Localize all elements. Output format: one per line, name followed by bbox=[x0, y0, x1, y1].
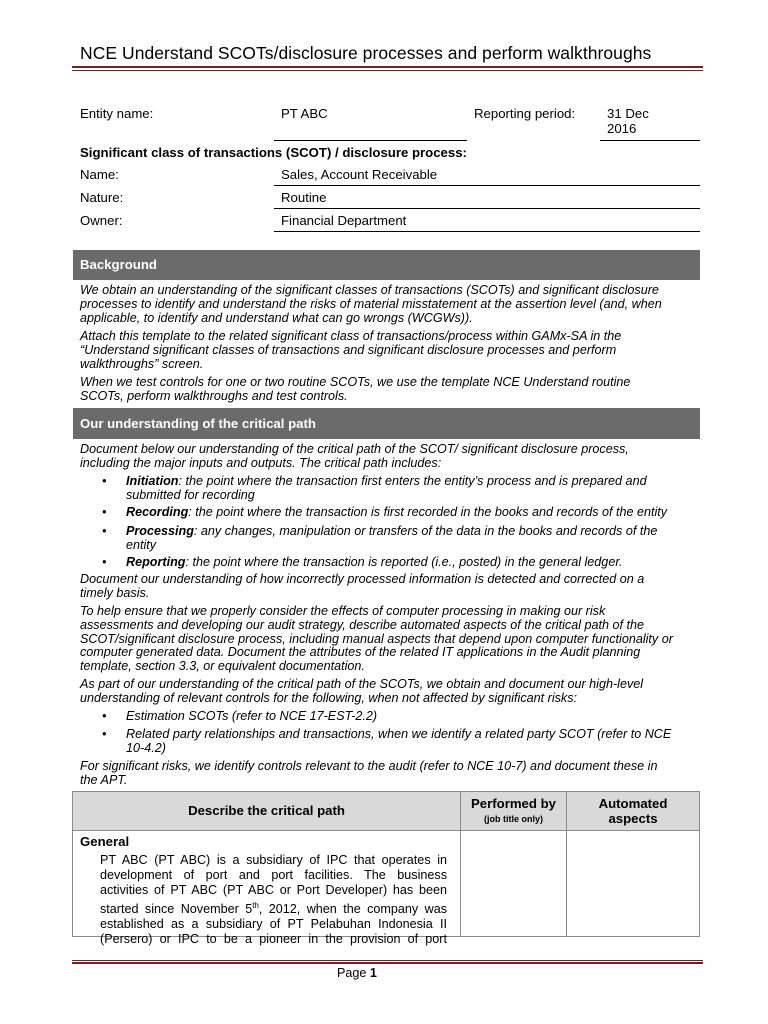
bullet-text: : the point where the transaction is first recorded in the books and records of the entity bbox=[188, 505, 668, 519]
bullet-icon: • bbox=[102, 474, 107, 488]
background-paragraph-1 bbox=[80, 284, 700, 325]
text-line: processes to identify and understand the risks of material misstatement at the assertion level (and, when bbox=[80, 296, 662, 311]
table-header-performed-by bbox=[460, 791, 567, 831]
text-line: To help ensure that we properly consider the effects of computer processing in making our risk bbox=[80, 604, 606, 618]
background-section-header bbox=[73, 250, 700, 280]
scot-owner-value: Financial Department bbox=[281, 213, 407, 228]
text-fragment: started since November 5 bbox=[100, 902, 253, 917]
scot-nature-label: Nature: bbox=[80, 190, 124, 205]
scot-name-label: Name: bbox=[80, 167, 119, 182]
text-line: (Persero) or IPC to be a pioneer in the provision of port bbox=[100, 932, 447, 947]
reporting-period-value-line2: 2016 bbox=[607, 121, 637, 136]
scot-heading: Significant class of transactions (SCOT) / disclosure process: bbox=[80, 145, 467, 160]
text-line: SCOT/significant disclosure process, including manual aspects that depend upon computer functionality or bbox=[80, 631, 673, 646]
bullet-text: Related party relationships and transactions, when we identify a related party SCOT (refer to NCE bbox=[126, 727, 672, 741]
text-line: template, section 3.3, or equivalent documentation. bbox=[80, 659, 365, 674]
bullet-text: Estimation SCOTs (refer to NCE 17-EST-2.2) bbox=[126, 709, 378, 723]
footer-rule-thick bbox=[72, 962, 703, 964]
bullet-text: 10-4.2) bbox=[126, 740, 166, 755]
bullet-icon: • bbox=[102, 524, 107, 538]
entity-name-label: Entity name: bbox=[80, 106, 154, 121]
page-title: NCE Understand SCOTs/disclosure processes and perform walkthroughs bbox=[80, 43, 652, 63]
page-number bbox=[337, 966, 377, 980]
text-line: PT ABC (PT ABC) is a subsidiary of IPC that operates in bbox=[100, 853, 447, 867]
text-line: Document below our understanding of the critical path of the SCOT/ significant disclosure process, bbox=[80, 442, 629, 456]
scot-nature-underline bbox=[274, 208, 700, 209]
superscript: th bbox=[252, 901, 259, 910]
critical-path-heading: Our understanding of the critical path bbox=[80, 416, 316, 431]
page-number-value: 1 bbox=[369, 966, 377, 980]
text-line: computer generated data. Document the attributes of the related IT applications in the Audit planning bbox=[80, 645, 641, 660]
text-line: As part of our understanding of the critical path of the SCOTs, we obtain and document our high-level bbox=[80, 677, 644, 691]
scot-owner-underline bbox=[274, 231, 700, 232]
general-description bbox=[100, 853, 447, 947]
text-line: timely basis. bbox=[80, 585, 150, 600]
text-line: SCOTs, perform walkthroughs and test controls. bbox=[80, 388, 348, 403]
bullet-term: Processing bbox=[126, 524, 194, 538]
critical-path-table bbox=[72, 791, 700, 947]
critical-paragraph-2 bbox=[80, 573, 700, 601]
header-rule-thick bbox=[72, 66, 703, 68]
scot-nature-value: Routine bbox=[281, 190, 327, 205]
bullet-text: : any changes, manipulation or transfers of the data in the books and records of the bbox=[193, 524, 658, 538]
text-fragment: , 2012, when the company was bbox=[258, 902, 447, 917]
text-line: Attach this template to the related significant class of transactions/process within GAMx-SA in the bbox=[80, 329, 622, 343]
scot-name-underline bbox=[274, 185, 700, 186]
text-line: the APT. bbox=[80, 772, 128, 787]
text-line: activities of PT ABC (PT ABC or Port Developer) has been bbox=[100, 883, 447, 897]
text-line: applicable, to identify and understand what can go wrongs (WCGWs)). bbox=[80, 310, 473, 325]
entity-name-underline bbox=[274, 140, 467, 141]
table-cell-performed-by[interactable] bbox=[460, 830, 567, 937]
critical-paragraph-3 bbox=[80, 605, 700, 674]
bullet-text: : the point where the transaction is reported (i.e., posted) in the general ledger. bbox=[185, 555, 623, 569]
table-header-describe bbox=[72, 791, 461, 831]
critical-path-section-header bbox=[73, 408, 700, 439]
text-line bbox=[100, 898, 447, 917]
table-cell-description[interactable] bbox=[72, 830, 461, 947]
text-line: Document our understanding of how incorrectly processed information is detected and corrected on a bbox=[80, 572, 645, 586]
reporting-period-label: Reporting period: bbox=[474, 106, 576, 121]
bullet-text: submitted for recording bbox=[126, 487, 255, 502]
background-heading: Background bbox=[80, 257, 157, 272]
text-line: assessments and developing our audit strategy, describe automated aspects of the critical path of the bbox=[80, 617, 645, 632]
footer-rule-thin bbox=[72, 960, 703, 961]
text-line: When we test controls for one or two routine SCOTs, we use the template NCE Understand routine bbox=[80, 375, 631, 389]
critical-intro bbox=[80, 443, 700, 471]
bullet-text: entity bbox=[126, 537, 157, 552]
column-header-label: Describe the critical path bbox=[188, 803, 345, 818]
page-label-text: Page bbox=[337, 966, 370, 980]
header-rule-thin bbox=[72, 70, 703, 71]
bullet-icon: • bbox=[102, 555, 107, 569]
text-line: including the major inputs and outputs. The critical path includes: bbox=[80, 455, 442, 470]
column-header-label: Performed by bbox=[470, 796, 556, 811]
table-header-automated bbox=[566, 791, 700, 831]
text-line: understanding of relevant controls for the following, when not affected by significant risks: bbox=[80, 690, 578, 705]
bullet-term: Reporting bbox=[126, 555, 186, 569]
table-cell-automated[interactable] bbox=[566, 830, 700, 937]
general-title: General bbox=[80, 834, 130, 849]
bullet-term: Initiation bbox=[126, 474, 179, 488]
column-header-sublabel: (job title only) bbox=[484, 814, 543, 824]
text-line: established as a subsidiary of PT Pelabuhan Indonesia II bbox=[100, 917, 447, 932]
column-header-label: aspects bbox=[608, 811, 658, 826]
text-line: “Understand significant classes of transactions and significant disclosure processes and perform bbox=[80, 342, 617, 357]
bullet-icon: • bbox=[102, 709, 107, 723]
reporting-period-underline bbox=[600, 140, 700, 141]
text-line: For significant risks, we identify controls relevant to the audit (refer to NCE 10-7) and document these in bbox=[80, 759, 658, 773]
bullet-text: : the point where the transaction first enters the entity’s process and is prepared and bbox=[178, 474, 647, 488]
critical-paragraph-5 bbox=[80, 760, 700, 788]
critical-paragraph-4 bbox=[80, 678, 700, 706]
bullet-icon: • bbox=[102, 727, 107, 741]
bullet-term: Recording bbox=[126, 505, 189, 519]
text-line: development of port and port facilities. The business bbox=[100, 868, 447, 882]
background-paragraph-2 bbox=[80, 330, 700, 371]
scot-name-value: Sales, Account Receivable bbox=[281, 167, 438, 182]
text-line: We obtain an understanding of the significant classes of transactions (SCOTs) and significant disclosure bbox=[80, 283, 659, 297]
text-line: walkthroughs” screen. bbox=[80, 356, 204, 371]
reporting-period-value-line1: 31 Dec bbox=[607, 106, 649, 121]
column-header-label: Automated bbox=[598, 796, 668, 811]
background-paragraph-3 bbox=[80, 376, 700, 404]
scot-owner-label: Owner: bbox=[80, 213, 123, 228]
entity-name-value: PT ABC bbox=[281, 106, 328, 121]
bullet-icon: • bbox=[102, 505, 107, 519]
